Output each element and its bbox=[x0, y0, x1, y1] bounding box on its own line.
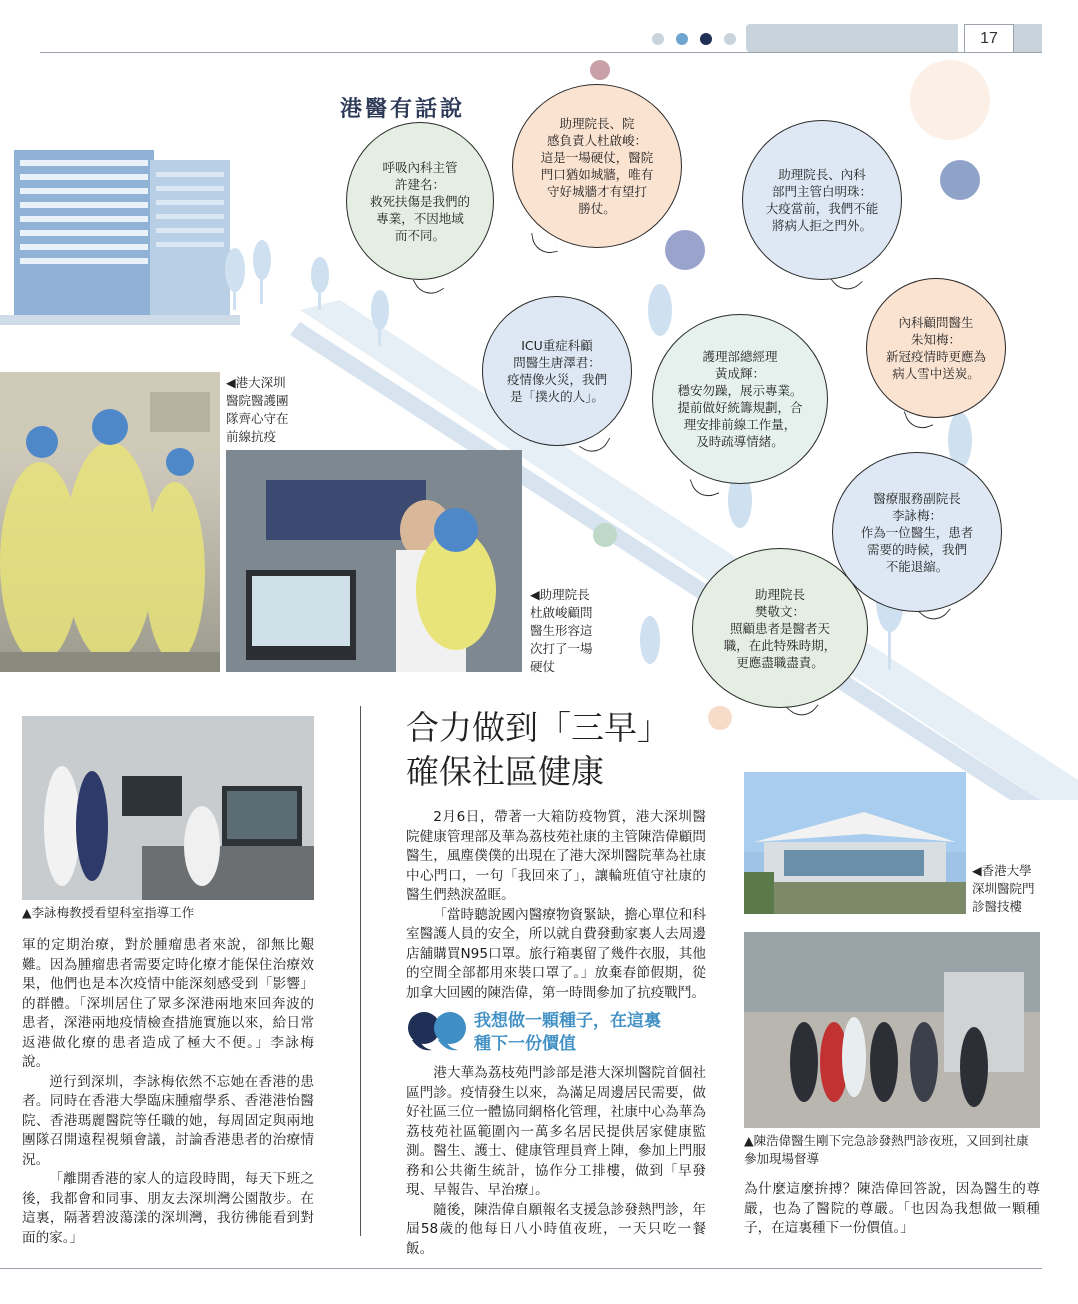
quote-bubble-fan bbox=[692, 548, 868, 708]
quote-line: 黃成輝： bbox=[714, 366, 765, 381]
quote-line: 職，在此特殊時期， bbox=[723, 637, 837, 653]
photo-hku-building bbox=[744, 772, 966, 914]
column-divider bbox=[360, 706, 361, 1236]
quote-line: 及時疏導情緒。 bbox=[696, 434, 784, 449]
subhead-line: 種下一份價值 bbox=[474, 1034, 576, 1054]
paragraph: 為什麼這麼拚搏？陳浩偉回答說，因為醫生的尊嚴，也為了醫院的尊嚴。「也因為我想做一顆種子，在這裏種下一份價值。」 bbox=[744, 1181, 1040, 1236]
quote-bubble-tong bbox=[482, 296, 632, 446]
article-middle-column-top bbox=[406, 808, 706, 1003]
quote-line: 這是一場硬仗，醫院 bbox=[540, 150, 654, 165]
caption-line: ◀港大深圳 bbox=[226, 375, 286, 390]
caption-line: 醫院醫護團 bbox=[226, 393, 289, 408]
header-bar bbox=[746, 24, 958, 52]
caption-line: 硬仗 bbox=[530, 659, 556, 674]
paragraph: 「離開香港的家人的這段時間，每天下班之後，我都會和同事、朋友去深圳灣公園散步。在這裏，隔著碧波蕩漾的深圳灣，我彷彿能看到對面的家。」 bbox=[22, 1171, 314, 1246]
paragraph: 港大華為荔枝苑門診部是港大深圳醫院首個社區門診。疫情發生以來，為滿足周邊居民需要，做好社區三位一體協同網格化管理，社康中心為華為荔枝苑社區範圍內一萬多名居民提供居家健康監測。醫生、護士、健康管理員齊上陣，參加上門服務和公共衛生統計，協作分工排樓，做到「早發現、早報告、早治療」。 bbox=[406, 1065, 706, 1198]
caption-line: 次打了一場 bbox=[530, 641, 593, 656]
quote-line: 呼吸內科主管 bbox=[382, 159, 458, 175]
quote-line: 助理院長、內科 bbox=[778, 167, 866, 182]
paragraph: 逆行到深圳，李詠梅依然不忘她在香港的患者。同時在香港大學臨床腫瘤學系、香港港怡醫院、香港瑪麗醫院等任職的她，每周固定與兩地團隊召開遠程視頻會議，討論香港患者的治療情況。 bbox=[22, 1073, 314, 1168]
paragraph: 「當時聽說國內醫療物資緊缺，擔心單位和科室醫護人員的安全，所以就自費發動家裏人去周邊店舖購買N95口罩。旅行箱裏留了幾件衣服，其他的空間全部都用來裝口罩了。」放棄春節假期，從加拿大回國的陳浩偉，第一時間參加了抗疫戰鬥。 bbox=[406, 906, 706, 1001]
quote-line: 樊敬文： bbox=[754, 603, 805, 619]
photo-dr-chan bbox=[744, 932, 1040, 1128]
quote-line: 救死扶傷是我們的 bbox=[369, 193, 470, 209]
caption-line: ▲陳浩偉醫生剛下完急診發熱門診夜班，又回到社康 bbox=[744, 1133, 1029, 1148]
article-left-column bbox=[22, 936, 314, 1248]
footer-rule bbox=[0, 1268, 1042, 1269]
photo-professor-li bbox=[22, 716, 314, 900]
quote-line: 護理部總經理 bbox=[702, 349, 778, 364]
photo-medical-team bbox=[0, 372, 220, 672]
quote-line: 問醫生唐澤君： bbox=[513, 355, 601, 370]
quote-line: 是「撲火的人」。 bbox=[510, 389, 604, 404]
hospital-building-icon bbox=[0, 150, 240, 325]
caption-line: 隊齊心守在 bbox=[226, 411, 289, 426]
caption-lab-doctors bbox=[530, 586, 593, 676]
section-title: 港醫有話說 bbox=[340, 97, 466, 122]
caption-line: 前線抗疫 bbox=[226, 429, 277, 444]
quote-line: 提前做好統籌規劃，合 bbox=[677, 400, 803, 415]
quote-line: 門口猶如城牆，唯有 bbox=[540, 167, 654, 182]
article-headline bbox=[406, 706, 670, 794]
header-dot-2 bbox=[676, 33, 688, 45]
article-middle-column-bottom bbox=[406, 1064, 706, 1259]
quote-line: 不能退縮。 bbox=[885, 558, 949, 574]
quote-line: ICU重症科顧 bbox=[521, 338, 593, 353]
quote-line: 而不同。 bbox=[394, 227, 445, 243]
caption-medical-team bbox=[226, 374, 289, 446]
article-right-column bbox=[744, 1180, 1040, 1239]
header-dot-3 bbox=[700, 33, 712, 45]
article-subhead bbox=[474, 1010, 661, 1056]
paragraph: 2月6日，帶著一大箱防疫物質，港大深圳醫院健康管理部及華為荔枝苑社康的主管陳浩偉顧問醫生，風塵僕僕的出現在了港大深圳醫院華為社康中心門口，一句「我回來了」，讓輪班值守社康的醫生們熱淚盈眶。 bbox=[406, 809, 706, 903]
header-rule bbox=[40, 52, 1042, 53]
quote-line: 大疫當前，我們不能 bbox=[765, 201, 879, 216]
caption-line: 杜啟峻顧問 bbox=[530, 605, 593, 620]
quote-line: 勝仗。 bbox=[578, 201, 616, 216]
quote-line: 內科顧問醫生 bbox=[898, 315, 974, 330]
paragraph: 軍的定期治療，對於腫瘤患者來說，卻無比艱難。因為腫瘤患者需要定時化療才能保住治療效果，他們也是本次疫情中能深刻感受到「影響」的群體。「深圳居住了眾多深港兩地來回奔波的患者，深港兩地疫情檢查措施實施以來，給日常返港做化療的患者造成了極大不便。」李詠梅說。 bbox=[22, 937, 314, 1070]
header-tab bbox=[1014, 24, 1042, 52]
caption-line: ◀香港大學 bbox=[972, 863, 1032, 878]
quote-line: 將病人拒之門外。 bbox=[771, 218, 872, 233]
caption-line: ◀助理院長 bbox=[530, 587, 590, 602]
quote-line: 需要的時候，我們 bbox=[866, 541, 967, 557]
caption-professor-li: ▲李詠梅教授看望科室指導工作 bbox=[22, 905, 195, 920]
quote-line: 感負責人杜啟峻： bbox=[546, 133, 647, 148]
caption-hku-building bbox=[972, 862, 1035, 916]
header-dot-4 bbox=[724, 33, 736, 45]
photo-lab-doctors bbox=[226, 450, 522, 672]
quote-bubble-li bbox=[832, 452, 1002, 612]
quote-line: 助理院長、院 bbox=[559, 116, 635, 131]
page-number: 17 bbox=[964, 24, 1014, 53]
quote-mark-icon bbox=[406, 1008, 468, 1054]
quote-line: 新冠疫情時更應為 bbox=[885, 349, 986, 364]
quote-line: 病人雪中送炭。 bbox=[892, 366, 980, 381]
quote-line: 朱知梅： bbox=[910, 332, 961, 347]
header-dot-1 bbox=[652, 33, 664, 45]
quote-line: 部門主管白明珠： bbox=[771, 184, 872, 199]
quote-line: 專業，不因地域 bbox=[376, 210, 464, 226]
quote-line: 許建名： bbox=[394, 176, 445, 192]
quote-bubble-chu bbox=[866, 278, 1006, 418]
quote-line: 守好城牆才有望打 bbox=[546, 184, 647, 199]
quote-bubble-wong bbox=[652, 314, 828, 484]
quote-line: 疫情像火災，我們 bbox=[506, 372, 607, 387]
quote-bubble-pak bbox=[742, 120, 902, 280]
caption-dr-chan bbox=[744, 1132, 1044, 1168]
quote-line: 更應盡職盡責。 bbox=[736, 654, 824, 670]
quote-bubble-to bbox=[512, 84, 682, 248]
quote-line: 醫療服務副院長 bbox=[873, 490, 961, 506]
caption-line: 深圳醫院門 bbox=[972, 881, 1035, 896]
caption-line: 醫生形容這 bbox=[530, 623, 593, 638]
quote-line: 作為一位醫生，患者 bbox=[860, 524, 974, 540]
quote-bubble-hsu bbox=[346, 122, 494, 280]
headline-line: 確保社區健康 bbox=[406, 752, 604, 791]
quote-line: 照顧患者是醫者天 bbox=[729, 620, 830, 636]
quote-line: 穩安勿躁，展示專業。 bbox=[677, 383, 803, 398]
quote-line: 李詠梅： bbox=[891, 507, 942, 523]
caption-line: 診醫技樓 bbox=[972, 899, 1023, 914]
quote-line: 助理院長 bbox=[754, 586, 805, 602]
paragraph: 隨後，陳浩偉自願報名支援急診發熱門診，年屆58歲的他每日八小時值夜班，一天只吃一餐飯。 bbox=[406, 1201, 706, 1257]
subhead-line: 我想做一顆種子，在這裏 bbox=[474, 1011, 661, 1031]
caption-line: 參加現場督導 bbox=[744, 1151, 820, 1166]
quote-line: 理安排前線工作量， bbox=[683, 417, 797, 432]
headline-line: 合力做到「三早」 bbox=[406, 708, 670, 747]
